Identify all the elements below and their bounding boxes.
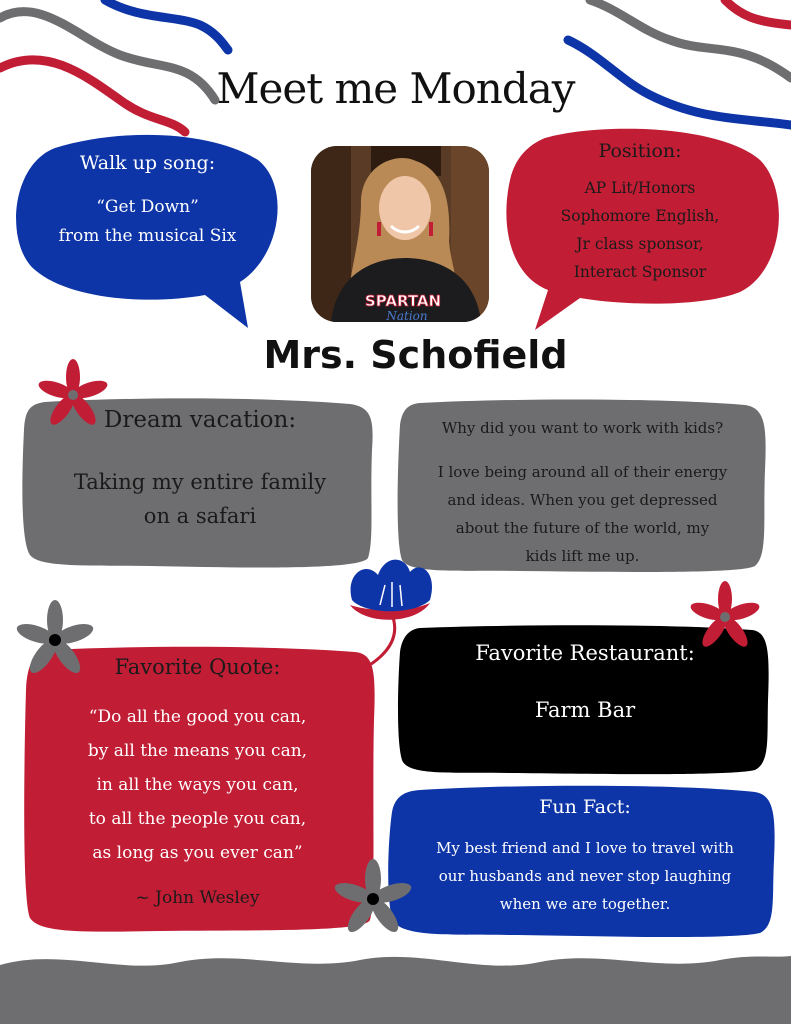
quote-line: in all the ways you can,: [96, 775, 299, 795]
fun-fact-body: [395, 834, 775, 918]
favorite-restaurant-heading: Favorite Restaurant:: [475, 641, 695, 665]
dream-vacation-line: on a safari: [143, 504, 257, 528]
fun-fact-line: My best friend and I love to travel with: [436, 839, 734, 857]
position-line: AP Lit/Honors: [584, 179, 696, 197]
walkup-line: from the musical Six: [58, 226, 237, 246]
squiggle-blue-top-left: [105, 0, 228, 50]
fun-fact-line: when we are together.: [499, 895, 671, 913]
shirt-text-spartan: SPARTAN: [364, 292, 442, 310]
quote-line: “Do all the good you can,: [88, 707, 307, 727]
position-line: Interact Sponsor: [573, 263, 707, 281]
dream-vacation-body: [40, 465, 360, 533]
why-kids-line: I love being around all of their energy: [437, 463, 728, 481]
walkup-heading: Walk up song:: [79, 152, 216, 174]
favorite-quote-body: [30, 700, 365, 870]
quote-line: to all the people you can,: [88, 809, 307, 829]
quote-line: by all the means you can,: [87, 741, 308, 761]
why-kids-line: kids lift me up.: [525, 547, 640, 565]
fun-fact-heading: Fun Fact:: [539, 796, 631, 818]
dream-vacation-heading: Dream vacation:: [103, 407, 297, 433]
favorite-restaurant-value: Farm Bar: [534, 698, 636, 722]
dream-vacation-line: Taking my entire family: [73, 470, 327, 494]
quote-line: as long as you ever can”: [92, 843, 303, 863]
why-kids-line: and ideas. When you get depressed: [447, 491, 718, 509]
why-kids-heading: Why did you want to work with kids?: [441, 419, 724, 437]
quote-author: ~ John Wesley: [135, 888, 260, 908]
position-line: Sophomore English,: [560, 207, 720, 225]
why-kids-line: about the future of the world, my: [455, 519, 710, 537]
position-body: [520, 174, 760, 286]
fun-fact-line: our husbands and never stop laughing: [438, 867, 732, 885]
position-line: Jr class sponsor,: [576, 235, 704, 253]
page-title: Meet me Monday: [216, 64, 575, 113]
walkup-line: “Get Down”: [96, 197, 199, 217]
teacher-photo: [311, 146, 489, 322]
why-kids-body: [410, 458, 755, 570]
walkup-body: [40, 193, 255, 251]
bottom-wave: [0, 956, 791, 1024]
position-heading: Position:: [598, 140, 682, 162]
teacher-name: Mrs. Schofield: [263, 333, 568, 377]
squiggle-red-top-right: [725, 0, 791, 25]
shirt-text-nation: Nation: [386, 309, 428, 322]
favorite-quote-heading: Favorite Quote:: [114, 655, 281, 679]
